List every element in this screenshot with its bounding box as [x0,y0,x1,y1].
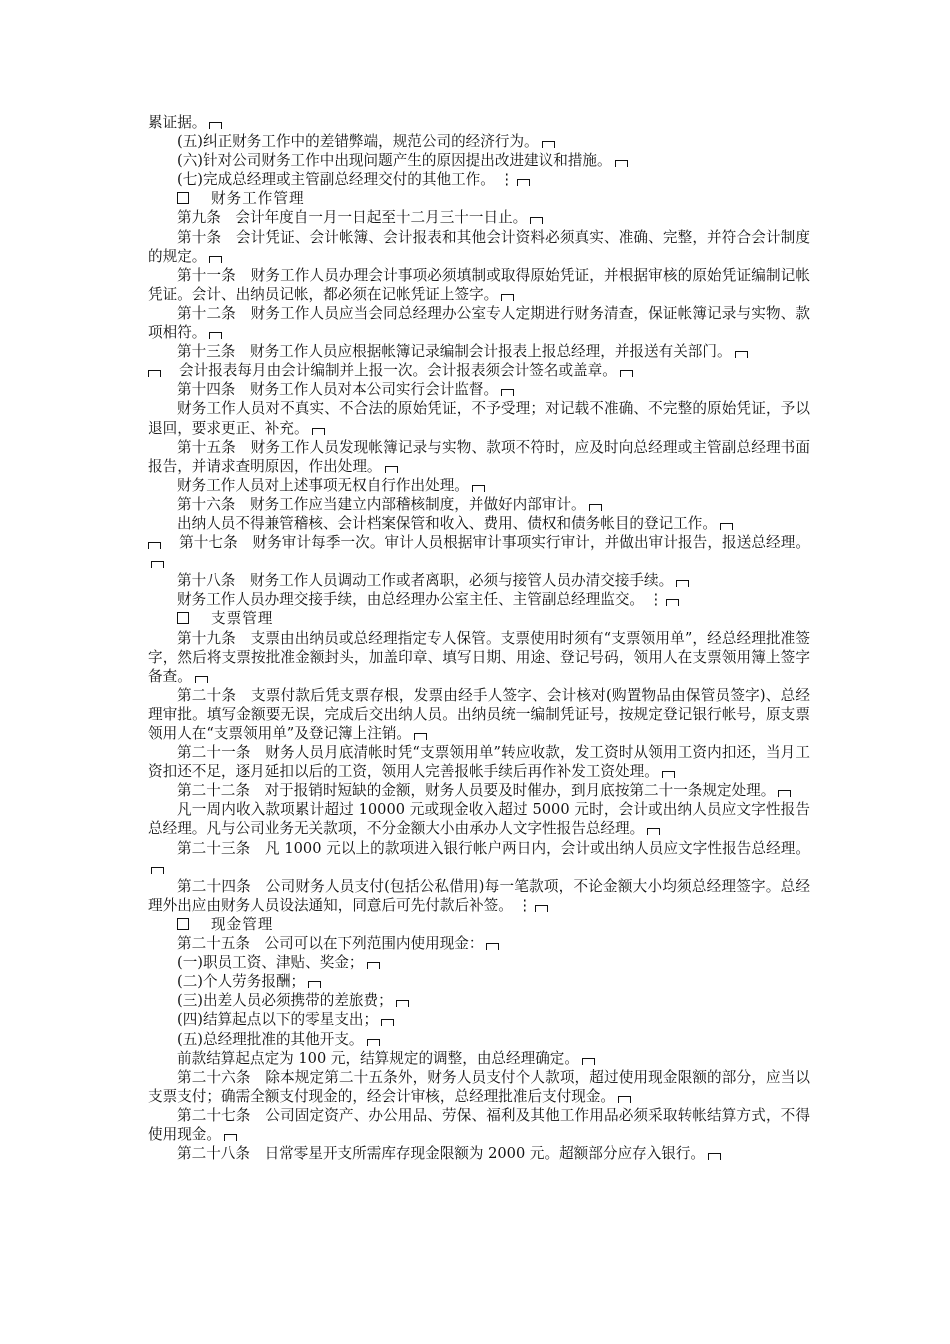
paragraph-text: (七)完成总经理或主管副总经理交付的其他工作。 ⋮ [177,171,515,189]
paragraph-mark-icon [148,370,161,377]
paragraph [148,781,810,800]
checkbox-square-icon [177,612,189,624]
paragraph-mark-icon [542,141,555,148]
paragraph-mark-icon [414,733,427,740]
paragraph-text: 出纳人员不得兼管稽核、会计档案保管和收入、费用、债权和债务帐目的登记工作。 [177,514,717,532]
paragraph-text: 第十九条 支票由出纳员或总经理指定专人保管。支票使用时须有“支票领用单”，经总经理批准签字，然后将支票按批准金额封头，加盖印章、填写日期、用途、登记号码，领用人在支票领用簿上签字备查。 [148,629,810,685]
paragraph-text: 第十四条 财务工作人员对本公司实行会计监督。 [177,381,499,399]
paragraph-mark-icon [676,580,689,587]
paragraph-mark-icon [530,217,543,224]
paragraph-text: (五)总经理批准的其他开支。 [177,1030,364,1048]
paragraph-text: 第二十八条 日常零星开支所需库存现金限额为 2000 元。超额部分应存入银行。 [177,1145,706,1163]
paragraph [148,1068,810,1106]
paragraph [148,399,810,437]
paragraph [148,132,810,151]
paragraph [148,800,810,838]
paragraph-text: 第二十二条 对于报销时短缺的金额，财务人员要及时催办，到月底按第二十一条规定处理。 [177,782,776,800]
paragraph-mark-icon [589,504,602,511]
paragraph [148,380,810,399]
paragraph-text: 第十三条 财务工作人员应根据帐簿记录编制会计报表上报总经理，并报送有关部门。 [177,343,732,361]
paragraph-text: 第二十七条 公司固定资产、办公用品、劳保、福利及其他工作用品必须采取转帐结算方式，不得使用现金。 [148,1106,810,1143]
paragraph-mark-icon [666,599,679,606]
paragraph [148,266,810,304]
paragraph-text: 第十一条 财务工作人员办理会计事项必须填制或取得原始凭证，并根据审核的原始凭证编制记帐凭证。会计、出纳员记帐，都必须在记帐凭证上签字。 [148,266,810,303]
section-heading [148,915,810,934]
paragraph-text: (一)职员工资、津贴、奖金； [177,954,364,972]
section-heading-text: 财务工作管理 [211,190,305,208]
paragraph [148,934,810,953]
paragraph-text: 第十条 会计凭证、会计帐簿、会计报表和其他会计资料必须真实、准确、完整，并符合会计制度的规定。 [148,228,810,265]
paragraph [148,991,810,1010]
paragraph-mark-icon [486,943,499,950]
paragraph-mark-icon [367,962,380,969]
paragraph [148,686,810,743]
paragraph-text: 前款结算起点定为 100 元，结算规定的调整，由总经理确定。 [177,1049,579,1067]
paragraph-mark-icon [735,351,748,358]
paragraph [148,476,810,495]
paragraph-text: 凡一周内收入款项累计超过 10000 元或现金收入超过 5000 元时，会计或出纳人员应文字性报告总经理。凡与公司业务无关款项，不分金额大小由承办人文字性报告总经理。 [148,801,810,838]
paragraph-mark-icon [385,466,398,473]
paragraph [148,361,810,380]
paragraph-mark-icon [778,790,791,797]
paragraph-mark-icon [367,1039,380,1046]
paragraph [148,1049,810,1068]
paragraph-mark-icon [396,1000,409,1007]
paragraph-text: 第二十三条 凡 1000 元以上的款项进入银行帐户两日内，会计或出纳人员应文字性报告总经理。 [177,839,810,857]
paragraph-text: 第二十五条 公司可以在下列范围内使用现金： [177,935,484,953]
paragraph-text: 财务工作人员对不真实、不合法的原始凭证，不予受理；对记载不准确、不完整的原始凭证，予以退回，要求更正、补充。 [148,400,810,437]
paragraph-text: 第二十条 支票付款后凭支票存根，发票由经手人签字、会计核对(购置物品由保管员签字)、总经理审批。填写金额要无误，完成后交出纳人员。出纳员统一编制凭证号，按规定登记银行帐号，原支票领用人在“支票领用单”及登记簿上注销。 [148,686,810,742]
paragraph-mark-icon [662,771,675,778]
paragraph-text: 第十七条 财务审计每季一次。审计人员根据审计事项实行审计，并做出审计报告，报送总经理。 [179,534,810,552]
paragraph [148,304,810,342]
paragraph [148,438,810,476]
paragraph-mark-icon [615,160,628,167]
paragraph-text: 第二十六条 除本规定第二十五条外，财务人员支付个人款项，超过使用现金限额的部分，应当以支票支付；确需全额支付现金的，经会计审核，总经理批准后支付现金。 [148,1068,810,1105]
paragraph [148,743,810,781]
paragraph [148,1106,810,1144]
paragraph-mark-icon [501,294,514,301]
paragraph-mark-icon [535,905,548,912]
document-body [148,113,810,1163]
paragraph [148,629,810,686]
paragraph [148,1144,810,1163]
section-heading-text: 支票管理 [211,610,274,628]
paragraph-text: 财务工作人员办理交接手续，由总经理办公室主任、主管副总经理监交。 ⋮ [177,591,664,609]
section-heading [148,189,810,208]
paragraph-mark-icon [195,676,208,683]
paragraph [148,228,810,266]
paragraph [148,533,810,571]
paragraph [148,208,810,227]
paragraph-mark-icon [708,1153,721,1160]
paragraph-text: (三)出差人员必须携带的差旅费； [177,992,393,1010]
paragraph-mark-icon [151,867,164,874]
paragraph-text: (四)结算起点以下的零星支出； [177,1011,379,1029]
paragraph [148,953,810,972]
checkbox-square-icon [177,192,189,204]
paragraph-text: 第十五条 财务工作人员发现帐簿记录与实物、款项不符时，应及时向总经理或主管副总经理书面报告，并请求查明原因，作出处理。 [148,438,810,475]
paragraph-mark-icon [720,523,733,530]
paragraph-mark-icon [517,179,530,186]
paragraph-text: 会计报表每月由会计编制并上报一次。会计报表须会计签名或盖章。 [179,362,617,380]
section-heading [148,609,810,628]
paragraph-text: 第二十一条 财务人员月底清帐时凭“支票领用单”转应收款，发工资时从领用工资内扣还，当月工资扣还不足，逐月延扣以后的工资，领用人完善报帐手续后再作补发工资处理。 [148,744,810,781]
paragraph-text: (二)个人劳务报酬； [177,973,306,991]
paragraph [148,170,810,189]
paragraph-mark-icon [647,828,660,835]
paragraph [148,342,810,361]
paragraph-text: 第十八条 财务工作人员调动工作或者离职，必须与接管人员办清交接手续。 [177,572,674,590]
paragraph [148,839,810,877]
paragraph-text: (六)针对公司财务工作中出现问题产生的原因提出改进建议和措施。 [177,152,612,170]
paragraph-mark-icon [209,256,222,263]
paragraph [148,1030,810,1049]
paragraph-mark-icon [501,389,514,396]
paragraph-mark-icon [472,485,485,492]
paragraph-mark-icon [312,428,325,435]
paragraph-mark-icon [620,370,633,377]
paragraph [148,113,810,132]
paragraph [148,151,810,170]
paragraph-text: 累证据。 [148,114,207,131]
paragraph-mark-icon [618,1096,631,1103]
paragraph-mark-icon [209,332,222,339]
paragraph [148,1010,810,1029]
paragraph [148,590,810,609]
paragraph-text: (五)纠正财务工作中的差错弊端，规范公司的经济行为。 [177,133,539,151]
paragraph-text: 第二十四条 公司财务人员支付(包括公私借用)每一笔款项，不论金额大小均须总经理签字。总经理外出应由财务人员设法通知，同意后可先付款后补签。 ⋮ [148,877,810,914]
paragraph-text: 财务工作人员对上述事项无权自行作出处理。 [177,476,469,494]
paragraph [148,571,810,590]
checkbox-square-icon [177,918,189,930]
paragraph-mark-icon [308,981,321,988]
paragraph-mark-icon [209,122,222,129]
paragraph-text: 第十六条 财务工作应当建立内部稽核制度，并做好内部审计。 [177,495,586,513]
paragraph [148,877,810,915]
section-heading-text: 现金管理 [211,915,274,933]
paragraph [148,972,810,991]
paragraph-mark-icon [151,561,164,568]
paragraph-text: 第九条 会计年度自一月一日起至十二月三十一日止。 [177,209,528,227]
paragraph [148,495,810,514]
paragraph-mark-icon [224,1134,237,1141]
paragraph-mark-icon [381,1019,394,1026]
paragraph-mark-icon [148,542,161,549]
paragraph [148,514,810,533]
paragraph-text: 第十二条 财务工作人员应当会同总经理办公室专人定期进行财务清查，保证帐簿记录与实物、款项相符。 [148,304,810,342]
paragraph-mark-icon [582,1058,595,1065]
